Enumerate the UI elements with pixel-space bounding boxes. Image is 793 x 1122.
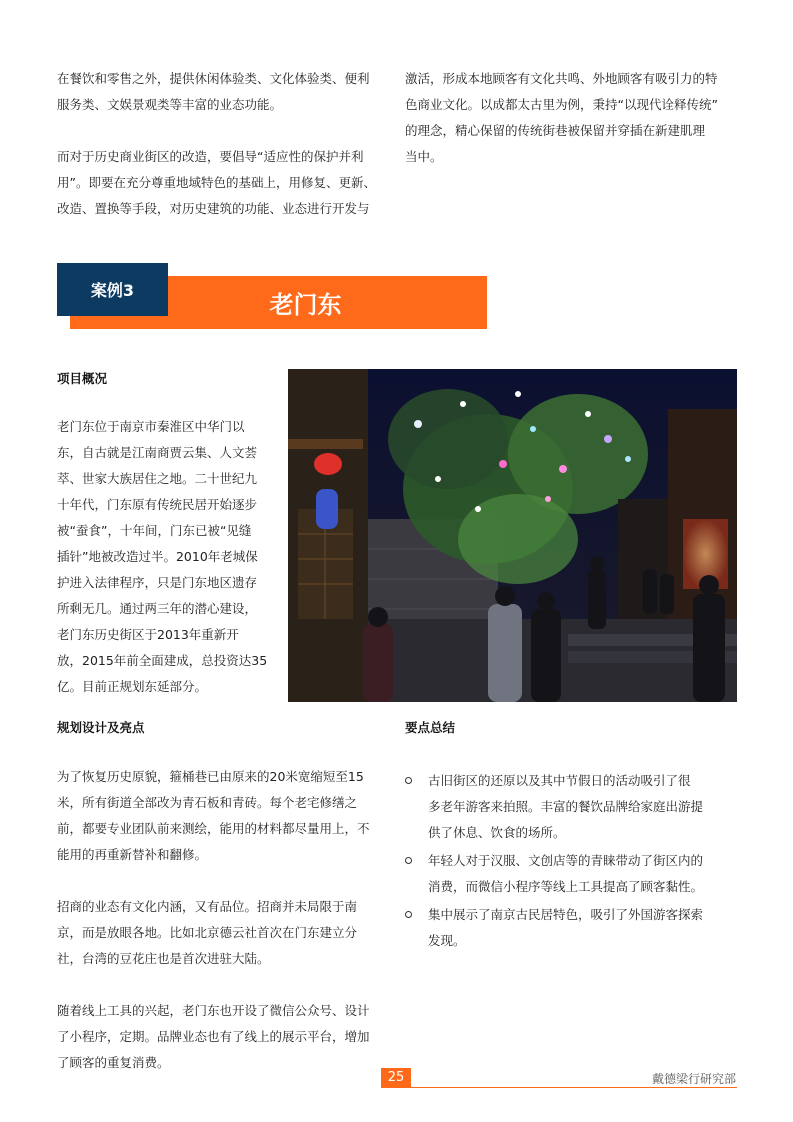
text-line: 消费，而微信小程序等线上工具提高了顾客黏性。: [428, 879, 704, 894]
footer-organization: 戴德梁行研究部: [651, 1072, 736, 1086]
text-line: 招商的业态有文化内涵，又有品位。招商并未局限于南: [57, 899, 358, 914]
text-line: 老门东位于南京市秦淮区中华门以: [57, 419, 245, 434]
text-line: 激活，形成本地顾客有文化共鸣、外地顾客有吸引力的特: [405, 71, 718, 86]
text-line: 所剩无几。通过两三年的潜心建设，: [57, 601, 258, 616]
overview-text: [57, 414, 277, 700]
summary-list: [405, 768, 735, 956]
list-item: [405, 848, 735, 900]
case-label: 案例3: [57, 263, 168, 316]
summary-heading: 要点总结: [405, 720, 456, 735]
text-line: 用”。即要在充分尊重地域特色的基础上，用修复、更新、: [57, 175, 376, 190]
text-line: 的理念，精心保留的传统街巷被保留并穿插在新建肌理: [405, 123, 706, 138]
text-line: 年轻人对于汉服、文创店等的青睐带动了街区内的: [428, 853, 704, 868]
bullet-icon: [405, 857, 412, 864]
text-line: 社，台湾的豆花庄也是首次进驻大陆。: [57, 951, 270, 966]
overview-heading: 项目概况: [57, 371, 108, 386]
footer-divider: [381, 1087, 737, 1088]
photo-illustration: [288, 369, 737, 702]
text-line: 而对于历史商业街区的改造，要倡导“适应性的保护并利: [57, 149, 364, 164]
design-heading: 规划设计及亮点: [57, 720, 145, 735]
design-text: [57, 764, 387, 1076]
text-line: 发现。: [428, 933, 466, 948]
bullet-icon: [405, 911, 412, 918]
bullet-icon: [405, 777, 412, 784]
text-line: 十年代，门东原有传统民居开始逐步: [57, 497, 258, 512]
text-line: 东，自古就是江南商贾云集、人文荟: [57, 445, 258, 460]
list-item: [405, 902, 735, 954]
page-number: 25: [381, 1068, 411, 1087]
text-line: 服务类、文娱景观类等丰富的业态功能。: [57, 97, 283, 112]
text-line: 随着线上工具的兴起，老门东也开设了微信公众号、设计: [57, 1003, 370, 1018]
text-line: 集中展示了南京古民居特色，吸引了外国游客探索: [428, 907, 704, 922]
text-line: 老门东历史街区于2013年重新开: [57, 627, 239, 642]
text-line: 供了休息、饮食的场所。: [428, 825, 566, 840]
text-line: 能用的再重新替补和翻修。: [57, 847, 208, 862]
text-line: 放，2015年前全面建成，总投资达35: [57, 653, 268, 668]
text-line: 当中。: [405, 149, 443, 164]
text-line: 在餐饮和零售之外，提供休闲体验类、文化体验类、便利: [57, 71, 370, 86]
text-line: 了小程序，定期。品牌业态也有了线上的展示平台，增加: [57, 1029, 370, 1044]
text-line: 护进入法律程序，只是门东地区遗存: [57, 575, 258, 590]
text-line: 为了恢复历史原貌，箍桶巷已由原来的20米宽缩短至15: [57, 769, 364, 784]
case-title: 老门东: [269, 291, 342, 319]
text-line: 京，而是放眼各地。比如北京德云社首次在门东建立分: [57, 925, 358, 940]
text-line: 插针”地被改造过半。2010年老城保: [57, 549, 258, 564]
text-line: 改造、置换等手段，对历史建筑的功能、业态进行开发与: [57, 201, 370, 216]
text-line: 古旧街区的还原以及其中节假日的活动吸引了很: [428, 773, 691, 788]
text-line: 萃、世家大族居住之地。二十世纪九: [57, 471, 258, 486]
text-line: 米，所有街道全部改为青石板和青砖。每个老宅修缮之: [57, 795, 358, 810]
street-night-photo: [288, 369, 737, 702]
list-item: [405, 768, 735, 846]
text-line: 亿。目前正规划东延部分。: [57, 679, 208, 694]
text-line: 前，都要专业团队前来测绘，能用的材料都尽量用上，不: [57, 821, 370, 836]
text-line: 了顾客的重复消费。: [57, 1055, 170, 1070]
intro-left-column: [57, 66, 387, 222]
text-line: 色商业文化。以成都太古里为例，秉持“以现代诠释传统”: [405, 97, 718, 112]
intro-right-column: [405, 66, 735, 170]
text-line: 多老年游客来拍照。丰富的餐饮品牌给家庭出游提: [428, 799, 704, 814]
text-line: 被“蚕食”，十年间，门东已被“见缝: [57, 523, 252, 538]
